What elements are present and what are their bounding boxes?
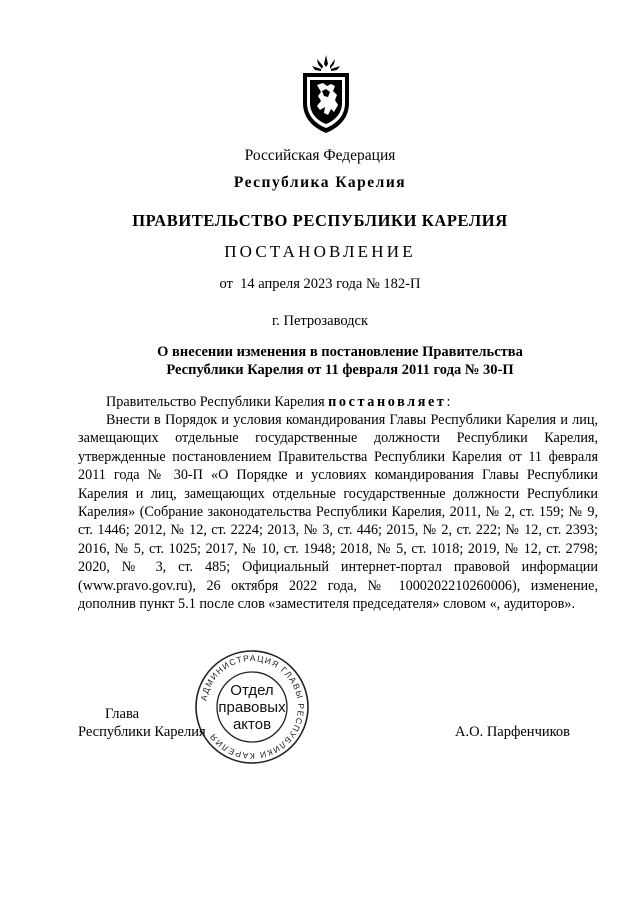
stamp-ring-text: АДМИНИСТРАЦИЯ ГЛАВЫ РЕСПУБЛИКИ КАРЕЛИЯ	[198, 652, 307, 762]
subject-line-2: Республики Карелия от 11 февраля 2011 года № 30-П	[166, 362, 514, 378]
city-name: г. Петрозаводск	[271, 313, 369, 329]
document-type: ПОСТАНОВЛЕНИЕ	[224, 242, 416, 261]
stamp-line-3: актов	[232, 716, 272, 733]
republic-name: Республика Карелия	[233, 174, 407, 191]
resolution-main-paragraph: Внести в Порядок и условия командирования Главы Республики Карелия и лиц, замещающих отдельные государственные должности Республики Карелия, утвержденные постановлением Правительства Республики Карелия от 11 февраля 2011 года № 30-П «О Порядке и условиях командирования Главы Республики Карелия и лиц, замещающих отдельные государственные должности Республики Карелия» (Собрание законодательства Республики Карелия, 2011, № 2, ст. 159; № 9, ст. 1446; 2012, № 12, ст. 2224; 2013, № 3, ст. 446; 2015, № 2, ст. 222; № 12, ст. 2393; 2016, № 5, ст. 1025; 2017, № 10, ст. 1948; 2018, № 5, ст. 1018; 2019, № 12, ст. 2798; 2020, № 3, ст. 485; Официальный интернет-портал правовой информации (www.pravo.gov.ru), 26 октября 2022 года, № 1000202210260006), изменение, дополнив пункт 5.1 после слов «заместителя председателя» словом «, аудиторов».	[78, 412, 598, 613]
subject-line-1: О внесении изменения в постановление Правительства	[157, 344, 523, 360]
stamp-line-1: Отдел	[230, 682, 274, 699]
stamp-line-2: правовых	[218, 699, 286, 716]
signature-title: Глава	[105, 706, 140, 722]
intro-decree-word: постановляет	[328, 394, 447, 410]
resolution-intro	[78, 393, 598, 411]
country-name: Российская Федерация	[244, 147, 396, 164]
coat-of-arms-icon	[300, 55, 352, 135]
signature-organization: Республики Карелия	[78, 724, 206, 740]
date-and-number: от 14 апреля 2023 года № 182-П	[219, 276, 421, 292]
intro-suffix: :	[446, 394, 451, 410]
signatory-name: А.О. Парфенчиков	[455, 724, 571, 740]
government-title: ПРАВИТЕЛЬСТВО РЕСПУБЛИКИ КАРЕЛИЯ	[132, 211, 508, 230]
official-stamp	[193, 648, 311, 766]
intro-prefix: Правительство Республики Карелия	[106, 394, 329, 410]
